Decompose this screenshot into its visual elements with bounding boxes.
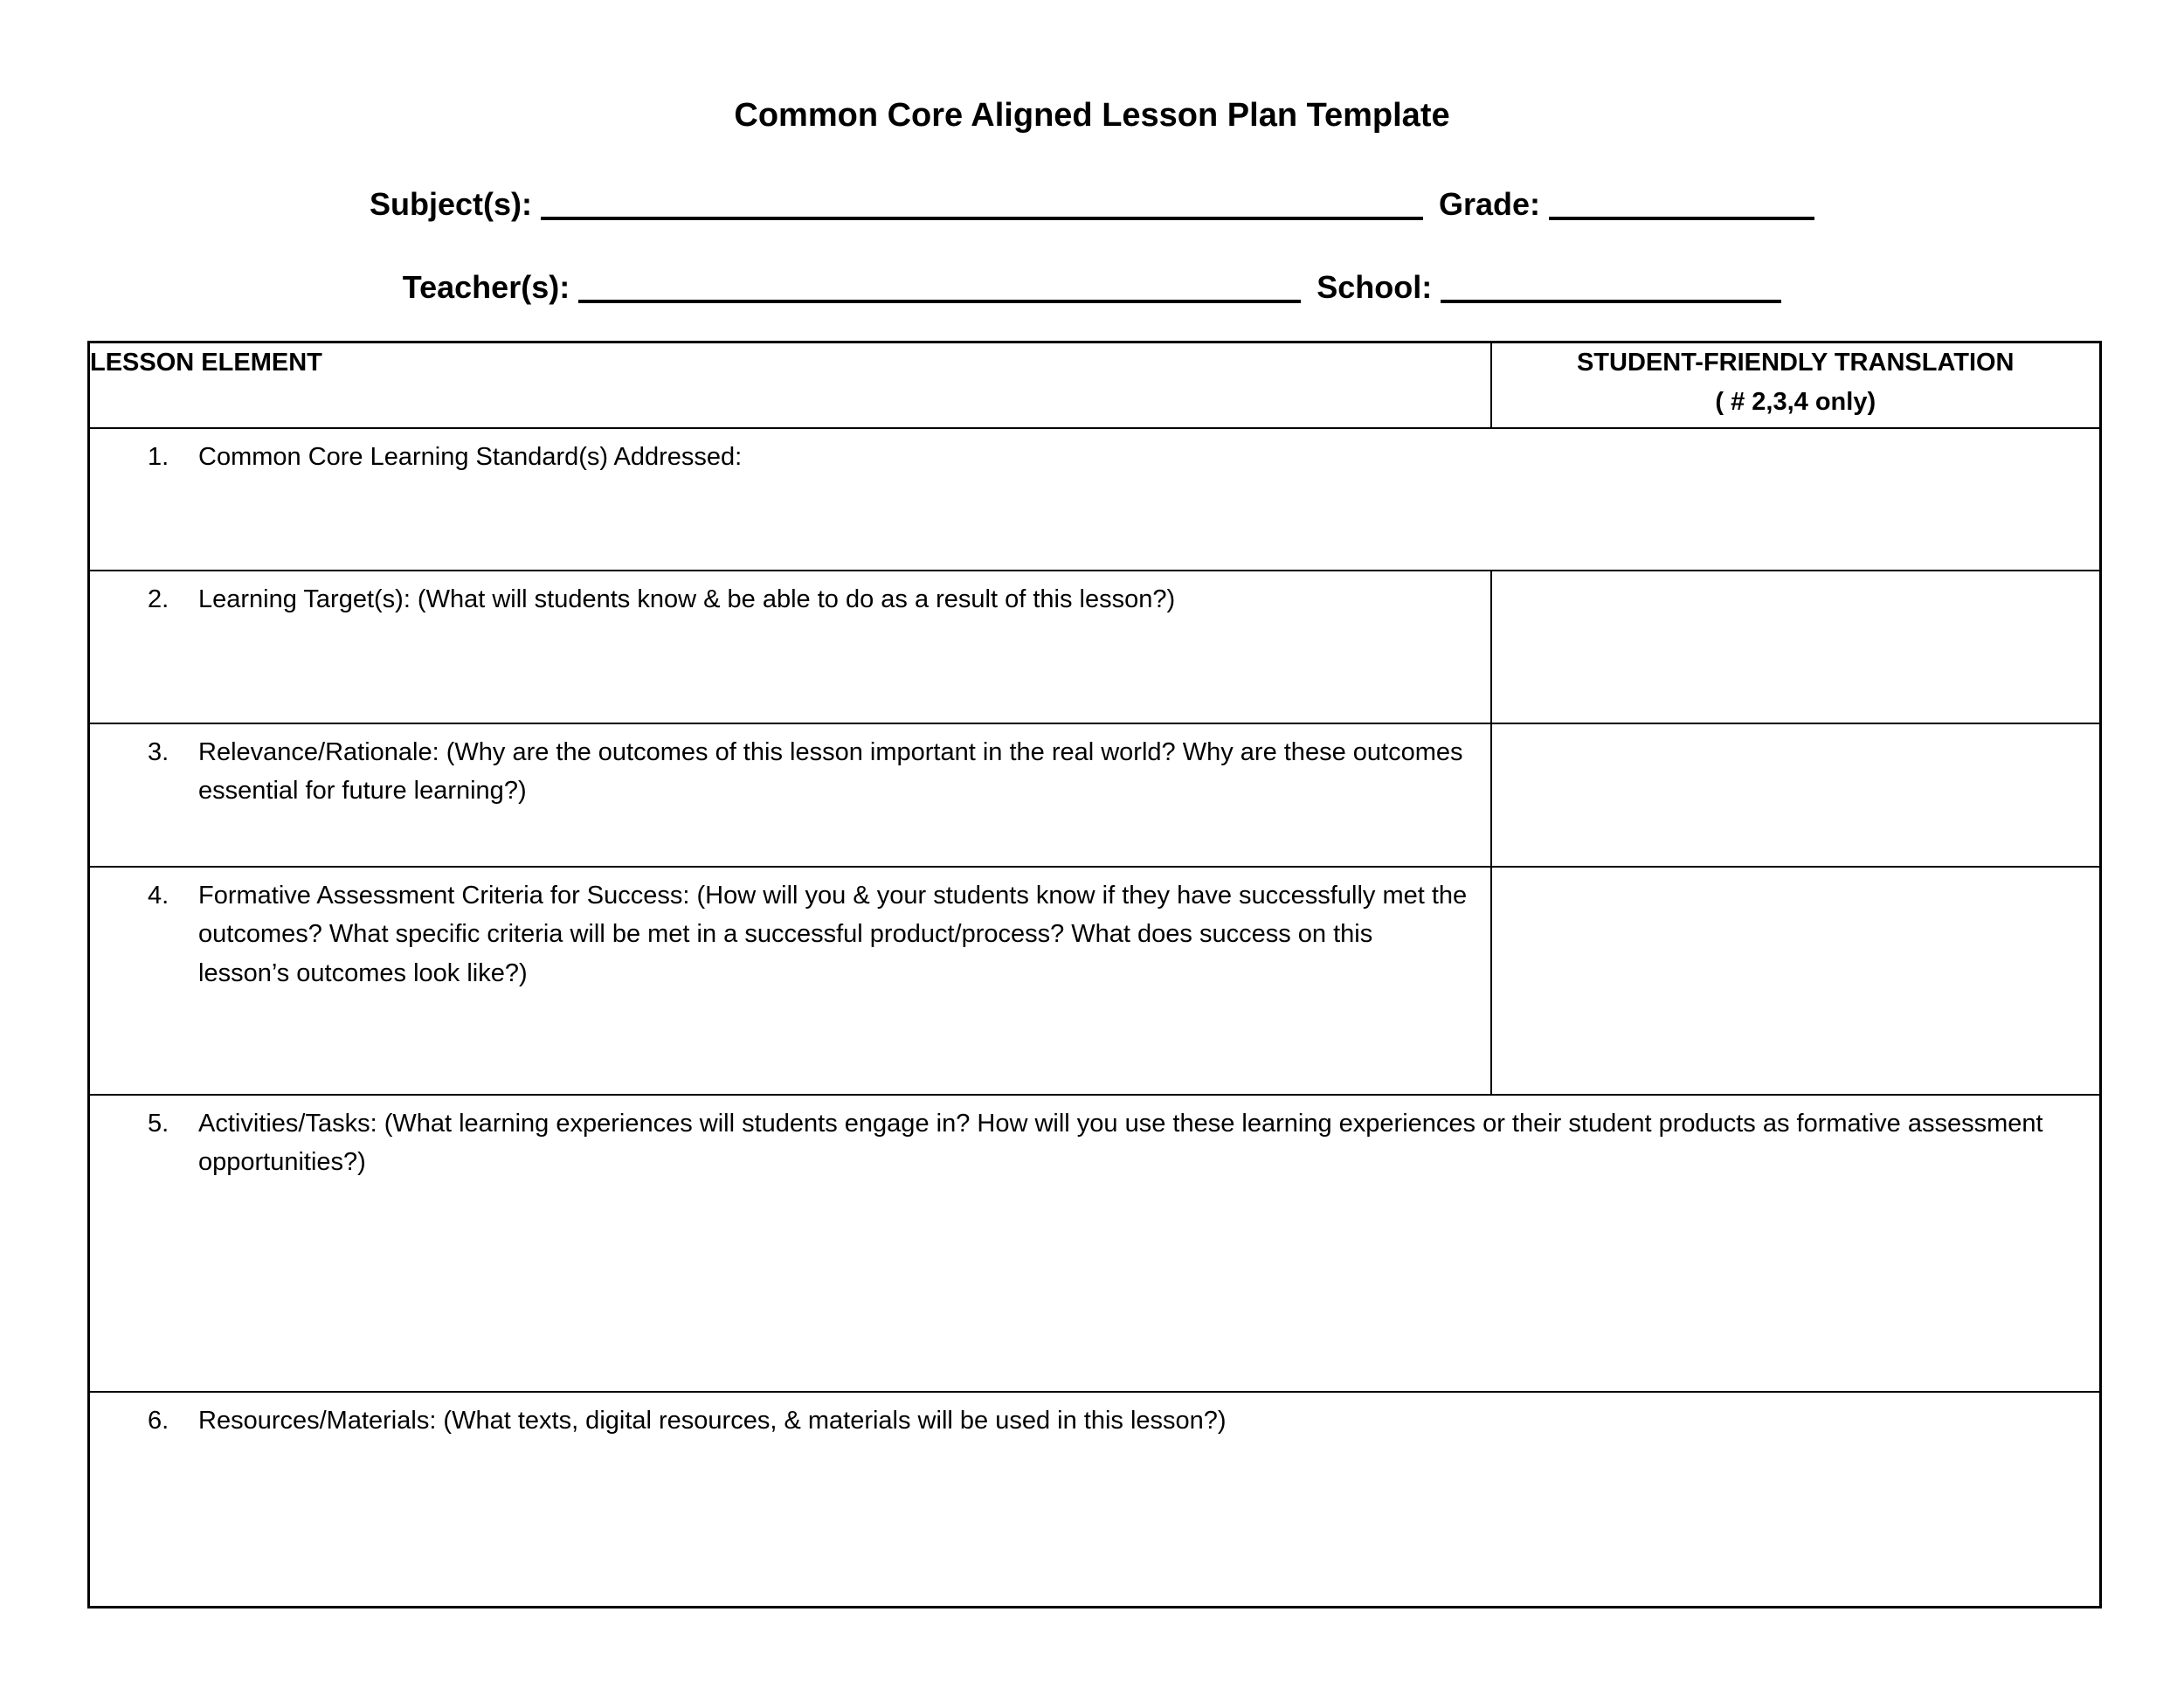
header-translation-line2: ( # 2,3,4 only) bbox=[1715, 387, 1876, 416]
subject-grade-line bbox=[0, 185, 2184, 223]
row2-cell[interactable] bbox=[89, 571, 1491, 723]
teacher-label: Teacher(s): bbox=[402, 269, 570, 305]
header-student-friendly-translation bbox=[1491, 342, 2101, 428]
row5-number: 5. bbox=[148, 1109, 169, 1138]
subject-label: Subject(s): bbox=[369, 186, 532, 222]
grade-input-line[interactable] bbox=[1549, 216, 1814, 220]
subject-input-line[interactable] bbox=[541, 216, 1423, 220]
row2-number: 2. bbox=[148, 585, 169, 613]
lesson-plan-table bbox=[87, 341, 2102, 1608]
teacher-school-line bbox=[0, 268, 2184, 306]
row3-cell[interactable] bbox=[89, 723, 1491, 867]
row1-number: 1. bbox=[148, 442, 169, 471]
table-row-3 bbox=[89, 723, 2101, 867]
row4-prompt: Formative Assessment Criteria for Success: (How will you & your students know if they have successfully met the outcomes? What specific criteria will be met in a successful product/process? What does success on this lesson’s outcomes look like?) bbox=[198, 881, 1468, 988]
header-translation-line1: STUDENT-FRIENDLY TRANSLATION bbox=[1576, 349, 2015, 377]
row5-prompt: Activities/Tasks: (What learning experiences will students engage in? How will you use these learning experiences or their student products as formative assessment opportunities?) bbox=[198, 1109, 2043, 1177]
row4-cell[interactable] bbox=[89, 867, 1491, 1095]
grade-label: Grade: bbox=[1438, 186, 1541, 222]
teacher-input-line[interactable] bbox=[578, 299, 1301, 303]
header-lesson-element: LESSON ELEMENT bbox=[89, 342, 1491, 428]
table-row-4 bbox=[89, 867, 2101, 1095]
row2-translation-cell[interactable] bbox=[1491, 571, 2101, 723]
table-row-6 bbox=[89, 1392, 2101, 1608]
row4-number: 4. bbox=[148, 881, 169, 910]
row3-number: 3. bbox=[148, 737, 169, 766]
row2-prompt: Learning Target(s): (What will students know & be able to do as a result of this lesson?) bbox=[198, 585, 1176, 613]
table-header-row bbox=[89, 342, 2101, 428]
row4-translation-cell[interactable] bbox=[1491, 867, 2101, 1095]
row3-prompt: Relevance/Rationale: (Why are the outcomes of this lesson important in the real world? Why are these outcomes essential for future learning?) bbox=[198, 737, 1463, 806]
school-input-line[interactable] bbox=[1441, 299, 1781, 303]
table-row-2 bbox=[89, 571, 2101, 723]
row1-cell[interactable] bbox=[89, 428, 2101, 571]
table-row-5 bbox=[89, 1095, 2101, 1392]
row6-number: 6. bbox=[148, 1406, 169, 1435]
page-title: Common Core Aligned Lesson Plan Template bbox=[734, 97, 1450, 134]
school-label: School: bbox=[1317, 269, 1433, 305]
row6-prompt: Resources/Materials: (What texts, digital resources, & materials will be used in this lesson?) bbox=[198, 1406, 1227, 1435]
table-row-1 bbox=[89, 428, 2101, 571]
row3-translation-cell[interactable] bbox=[1491, 723, 2101, 867]
row6-cell[interactable] bbox=[89, 1392, 2101, 1608]
row5-cell[interactable] bbox=[89, 1095, 2101, 1392]
row1-prompt: Common Core Learning Standard(s) Addressed: bbox=[198, 442, 743, 471]
